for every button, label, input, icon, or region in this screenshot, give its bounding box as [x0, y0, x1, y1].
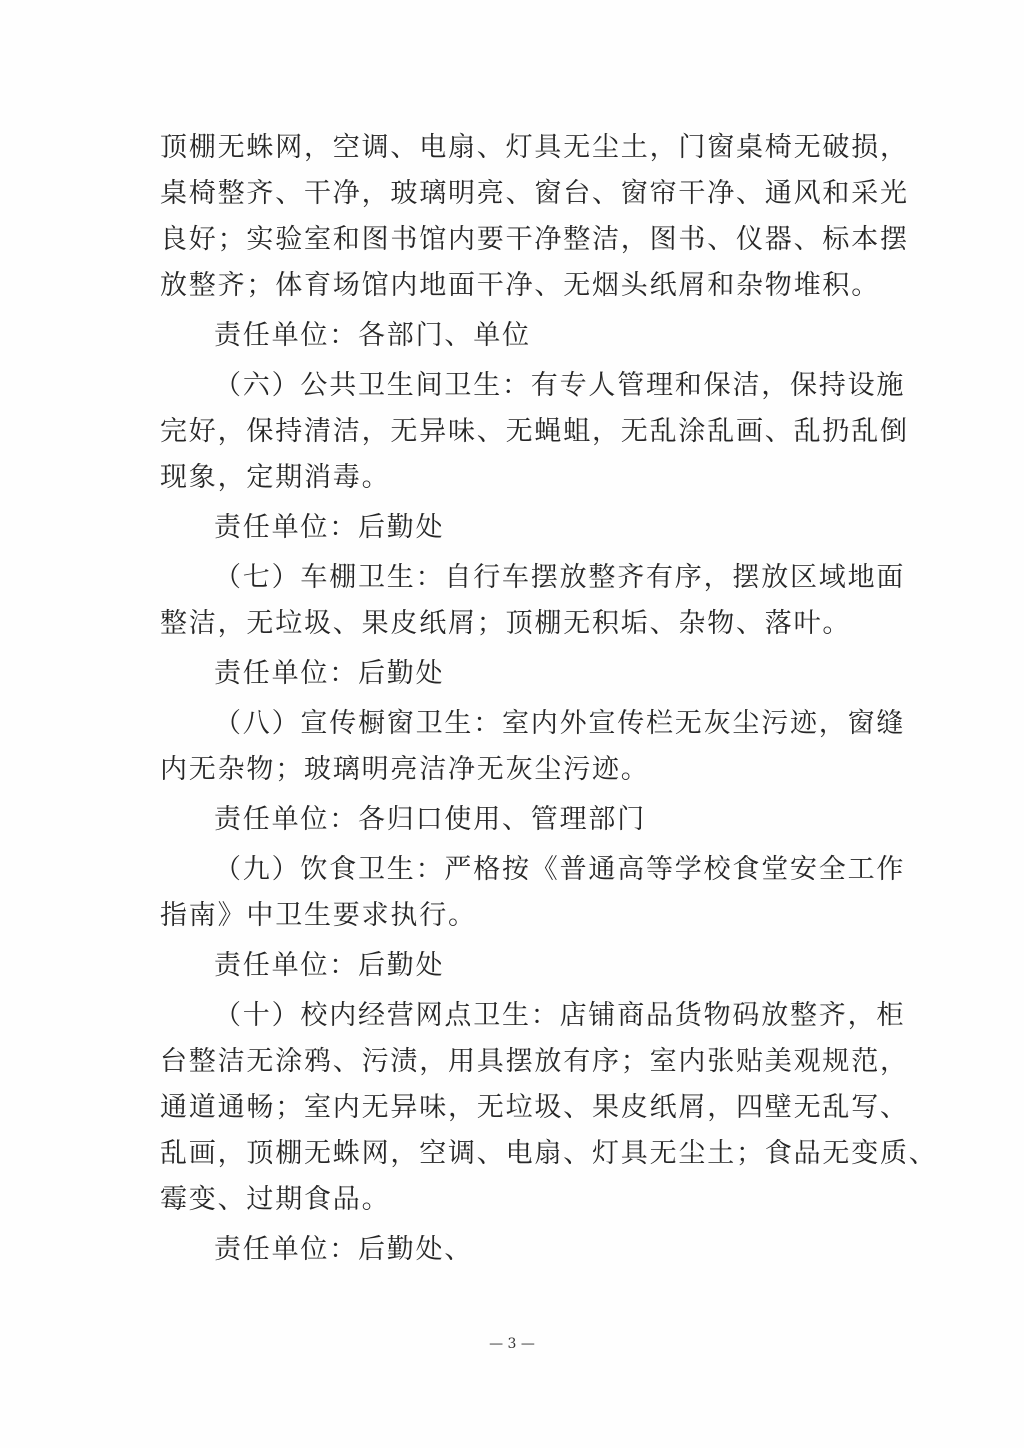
- responsibility-line: 责任单位：后勤处: [214, 950, 445, 981]
- responsibility-line: 责任单位：各归口使用、管理部门: [214, 804, 646, 835]
- paragraph-line: 台整洁无涂鸦、污渍，用具摆放有序；室内张贴美观规范，: [160, 1046, 909, 1077]
- responsibility-line: 责任单位：后勤处、: [214, 1234, 474, 1265]
- paragraph-line: 整洁，无垃圾、果皮纸屑；顶棚无积垢、杂物、落叶。: [160, 608, 852, 639]
- responsibility-line: 责任单位：各部门、单位: [214, 320, 531, 351]
- paragraph-line: 现象，定期消毒。: [160, 462, 391, 493]
- section-heading-line: （七）车棚卫生：自行车摆放整齐有序，摆放区域地面: [214, 562, 906, 593]
- section-heading-line: （十）校内经营网点卫生：店铺商品货物码放整齐，柜: [214, 1000, 906, 1031]
- paragraph-line: 完好，保持清洁，无异味、无蝇蛆，无乱涂乱画、乱扔乱倒: [160, 416, 909, 447]
- section-heading-line: （六）公共卫生间卫生：有专人管理和保洁，保持设施: [214, 370, 906, 401]
- paragraph-line: 通道通畅；室内无异味，无垃圾、果皮纸屑，四壁无乱写、: [160, 1092, 909, 1123]
- section-heading-line: （八）宣传橱窗卫生：室内外宣传栏无灰尘污迹，窗缝: [214, 708, 906, 739]
- page-number: — 3 —: [489, 1336, 535, 1352]
- paragraph-line: 放整齐；体育场馆内地面干净、无烟头纸屑和杂物堆积。: [160, 270, 880, 301]
- paragraph-line: 桌椅整齐、干净，玻璃明亮、窗台、窗帘干净、通风和采光: [160, 178, 909, 209]
- paragraph-line: 顶棚无蛛网，空调、电扇、灯具无尘土，门窗桌椅无破损，: [160, 132, 909, 163]
- responsibility-line: 责任单位：后勤处: [214, 658, 445, 689]
- paragraph-line: 指南》中卫生要求执行。: [160, 900, 477, 931]
- paragraph-line: 霉变、过期食品。: [160, 1184, 391, 1215]
- paragraph-line: 良好；实验室和图书馆内要干净整洁，图书、仪器、标本摆: [160, 224, 909, 255]
- responsibility-line: 责任单位：后勤处: [214, 512, 445, 543]
- section-heading-line: （九）饮食卫生：严格按《普通高等学校食堂安全工作: [214, 854, 906, 885]
- paragraph-line: 内无杂物；玻璃明亮洁净无灰尘污迹。: [160, 754, 650, 785]
- paragraph-line: 乱画，顶棚无蛛网，空调、电扇、灯具无尘土；食品无变质、: [160, 1138, 938, 1169]
